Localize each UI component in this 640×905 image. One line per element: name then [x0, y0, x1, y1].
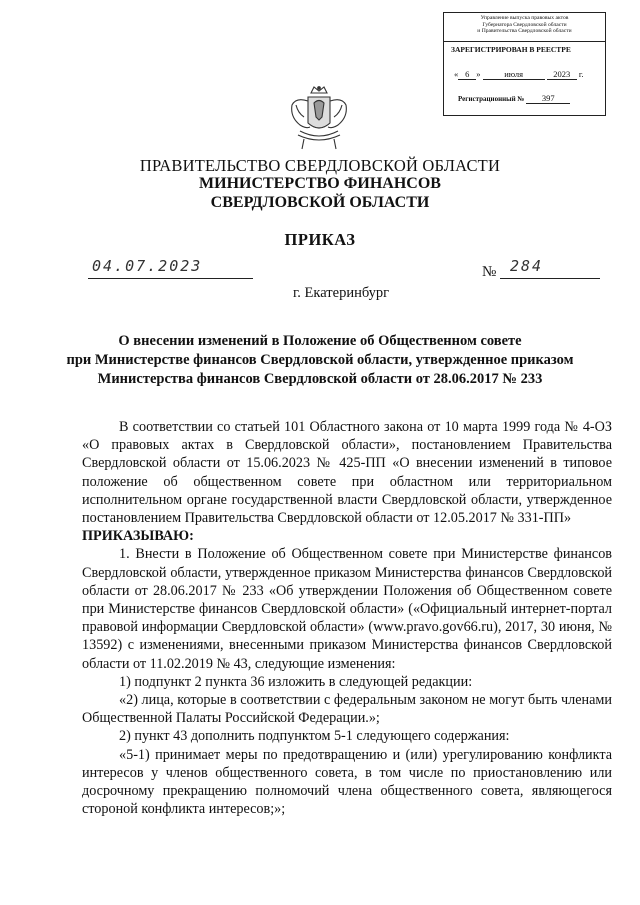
coat-of-arms-icon — [284, 83, 354, 153]
stamp-header-line: Управление выпуска правовых актов — [480, 15, 569, 21]
order-number: 284 — [500, 257, 600, 279]
stamp-month: июля — [483, 69, 545, 80]
registration-stamp — [443, 12, 606, 116]
stamp-header-line: и Правительства Свердловской области — [477, 28, 572, 35]
order-number-label: № — [482, 264, 497, 280]
preamble-paragraph: В соответствии со статьей 101 Областного закона от 10 марта 1999 года № 4-ОЗ «О правовых актах в Свердловской области», постановлением Правительства Свердловской области от 15.06.2023 № 425-ПП «О внесении изменений в типовое положение об общественном совете при областном или территориальном исполнительном органе государственной власти Свердловской области, утвержденное постановлением Правительства Свердловской области от 12.05.2017 № 331-ПП» — [82, 419, 612, 527]
ministry-name-line2: СВЕРДЛОВСКОЙ ОБЛАСТИ — [210, 194, 430, 211]
order-word: ПРИКАЗЫВАЮ: — [82, 528, 194, 545]
document-title-line2: при Министерстве финансов Свердловской области, утвержденное приказом — [66, 352, 574, 368]
item-1-paragraph: 1. Внести в Положение об Общественном совете при Министерстве финансов Свердловской области, утвержденное приказом Министерства финансов Свердловской области от 28.06.2017 № 233 «Об утверждении Положения об Общественном совете при Министерстве финансов Свердловской области» («Официальный интернет-портал правовой информации Свердловской области» (www.pravo.gov66.ru), 2017, 30 июня, № 13592) с изменениями, внесенными приказом Министерства финансов Свердловской области от 11.02.2019 № 43, следующие изменения: — [82, 546, 612, 672]
stamp-quote-open: « — [454, 69, 459, 79]
stamp-day: 6 — [458, 69, 476, 80]
stamp-reg-number-value: 397 — [526, 93, 570, 104]
stamp-year-suffix: г. — [578, 69, 584, 79]
document-title-line1: О внесении изменений в Положение об Общественном совете — [118, 333, 522, 349]
stamp-header-line: Губернатора Свердловской области — [482, 21, 567, 28]
government-name: ПРАВИТЕЛЬСТВО СВЕРДЛОВСКОЙ ОБЛАСТИ — [139, 156, 501, 175]
subitem-2: 2) пункт 43 дополнить подпунктом 5-1 следующего содержания: — [119, 728, 510, 745]
stamp-quote-close: » — [476, 69, 481, 79]
ministry-name-line1: МИНИСТЕРСТВО ФИНАНСОВ — [199, 175, 441, 192]
order-city: г. Екатеринбург — [293, 285, 390, 301]
stamp-year: 2023 — [547, 69, 577, 80]
document-body — [82, 418, 612, 818]
document-type: ПРИКАЗ — [284, 230, 356, 249]
document-title-line3: Министерства финансов Свердловской области от 28.06.2017 № 233 — [97, 371, 543, 387]
stamp-date — [454, 69, 584, 80]
stamp-reg-number-label: Регистрационный № — [458, 95, 525, 103]
stamp-registered-label: ЗАРЕГИСТРИРОВАН В РЕЕСТРЕ — [451, 45, 571, 54]
stamp-reg-number — [458, 93, 570, 104]
order-date: 04.07.2023 — [88, 257, 253, 279]
subitem-1: 1) подпункт 2 пункта 36 изложить в следующей редакции: — [119, 673, 473, 690]
stamp-header — [444, 13, 605, 42]
subitem-1-text: «2) лица, которые в соответствии с федеральным законом не могут быть членами Общественной Палаты Российской Федерации.»; — [82, 692, 612, 727]
subitem-2-text: «5-1) принимает меры по предотвращению и (или) урегулированию конфликта интересов у членов общественного совета, в том числе по приостановлению или досрочному прекращению полномочий члена общественного совета, являющегося стороной конфликта интересов;»; — [82, 746, 612, 818]
